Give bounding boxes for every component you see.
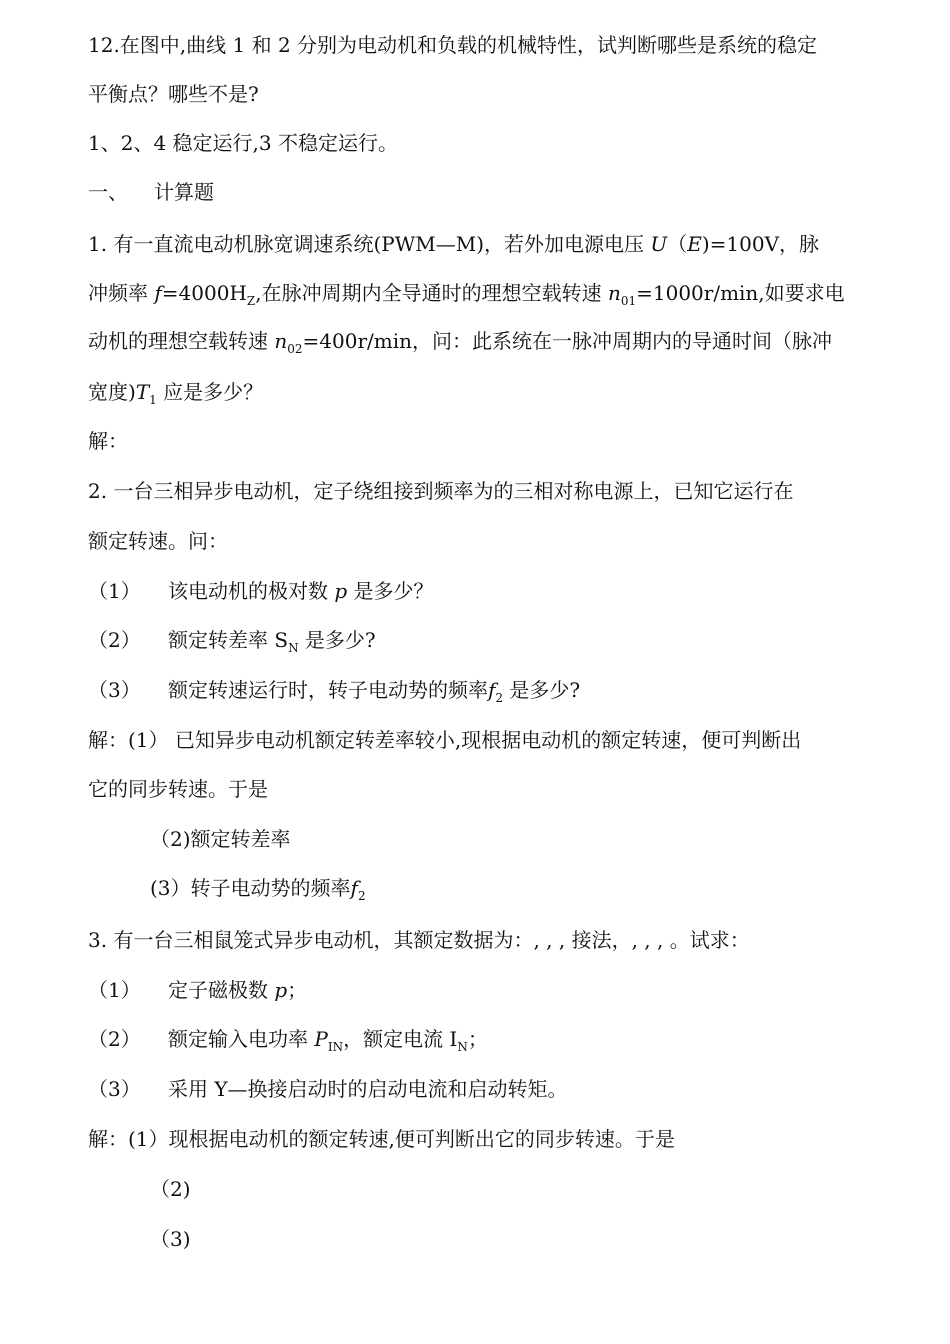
p2-solution-3 xyxy=(150,873,950,903)
p3-solution-3: （3) xyxy=(150,1227,191,1251)
symbol-n01: n xyxy=(607,281,621,305)
symbol-T1: T xyxy=(135,380,150,404)
p2-solution-1b: 它的同步转速。于是 xyxy=(88,777,268,801)
q12-line-2: 平衡点？哪些不是? xyxy=(88,82,259,106)
p1-line-2 xyxy=(88,278,888,308)
p3-item-1-text-2: ； xyxy=(287,978,308,1002)
p1-l3-text-2: =400r/min，问：此系统在一脉冲周期内的导通时间（脉冲 xyxy=(302,329,833,353)
section-title: 计算题 xyxy=(154,180,214,204)
p2-item-1-number: （1） xyxy=(88,579,141,603)
p3-item-2-p-sub: IN xyxy=(327,1040,344,1054)
symbol-p-p3: p xyxy=(274,978,288,1002)
symbol-p: p xyxy=(334,579,348,603)
p2-item-3-sub: 2 xyxy=(495,691,504,705)
p2-item-3-text-2: 是多少? xyxy=(503,678,581,702)
p2-item-2-number: （2） xyxy=(88,628,141,652)
p3-item-3-text: 采用 Y—换接启动时的启动电流和启动转矩。 xyxy=(168,1077,568,1101)
p3-item-2-text: 额定输入电功率 xyxy=(168,1027,315,1051)
p2-solution-3-sub: 2 xyxy=(357,889,366,903)
p1-l4-text: 宽度) xyxy=(88,380,136,404)
p1-l2-n-sub: 01 xyxy=(620,294,637,308)
p1-l2-text-2: ,在脉冲周期内全导通时的理想空载转速 xyxy=(255,281,608,305)
p3-item-2 xyxy=(88,1024,888,1054)
p1-l2-speed: =1000r/min,如要求电 xyxy=(636,281,845,305)
p3-item-2-number: （2） xyxy=(88,1027,141,1051)
p3-solution-1: 解：(1）现根据电动机的额定转速,便可判断出它的同步转速。于是 xyxy=(88,1127,675,1151)
p1-l2-hz-sub: Z xyxy=(246,294,256,308)
p2-item-2-text-2: 是多少? xyxy=(298,628,376,652)
p1-line-1 xyxy=(88,229,888,259)
p1-line-3 xyxy=(88,326,888,356)
section-heading xyxy=(88,177,888,207)
p3-item-2-text-2: ，额定电流 I xyxy=(343,1027,458,1051)
p1-l1-paren: （ xyxy=(667,232,688,256)
p2-item-2 xyxy=(88,625,888,655)
p1-l3-n-sub: 02 xyxy=(287,342,303,356)
p3-item-1 xyxy=(88,975,888,1005)
p2-item-2-text: 额定转差率 S xyxy=(168,628,289,652)
symbol-P-in: P xyxy=(314,1027,328,1051)
q12-answer: 1、2、4 稳定运行,3 不稳定运行。 xyxy=(88,131,398,155)
p1-l1-value: )=100V，脉 xyxy=(701,232,820,256)
p2-line-2: 额定转速。问： xyxy=(88,529,228,553)
p3-item-1-number: （1） xyxy=(88,978,141,1002)
p3-item-2-text-3: ； xyxy=(467,1027,488,1051)
p3-item-3 xyxy=(88,1074,888,1104)
p1-l2-text: 冲频率 xyxy=(88,281,155,305)
p1-l3-text: 动机的理想空载转速 xyxy=(88,329,275,353)
p2-solution-3-text: (3）转子电动势的频率 xyxy=(150,876,351,900)
symbol-f2: f xyxy=(488,678,496,702)
p2-item-1-text-2: 是多少？ xyxy=(347,579,434,603)
q12-line-1: 12.在图中,曲线 1 和 2 分别为电动机和负载的机械特性，试判断哪些是系统的稳定 xyxy=(88,33,818,57)
p1-line-4 xyxy=(88,377,888,407)
p3-line-1: 3. 有一台三相鼠笼式异步电动机，其额定数据为：, , , 接法，, , , 。试求： xyxy=(88,928,750,952)
section-number: 一、 xyxy=(88,180,128,204)
symbol-U: U xyxy=(650,232,668,256)
symbol-E: E xyxy=(687,232,702,256)
p1-l4-text-2: 应是多少？ xyxy=(156,380,264,404)
symbol-f2-solution: f xyxy=(350,876,358,900)
p2-item-3-text: 额定转速运行时，转子电动势的频率 xyxy=(168,678,488,702)
p1-l1-text: 1. 有一直流电动机脉宽调速系统(PWM—M)，若外加电源电压 xyxy=(88,232,651,256)
p2-item-1 xyxy=(88,576,888,606)
p2-item-1-text: 该电动机的极对数 xyxy=(168,579,335,603)
p2-solution-2: （2)额定转差率 xyxy=(150,827,291,851)
p2-solution-1: 解：(1） 已知异步电动机额定转差率较小,现根据电动机的额定转速，便可判断出 xyxy=(88,728,802,752)
symbol-f: f xyxy=(154,281,162,305)
p3-item-1-text: 定子磁极数 xyxy=(168,978,275,1002)
p2-item-2-sub: N xyxy=(288,641,299,655)
p3-item-2-i-sub: N xyxy=(457,1040,468,1054)
symbol-n02: n xyxy=(274,329,288,353)
p1-l2-freq: =4000H xyxy=(161,281,247,305)
p3-item-3-number: （3） xyxy=(88,1077,141,1101)
p2-item-3-number: （3） xyxy=(88,678,141,702)
p1-solution: 解： xyxy=(88,429,128,453)
p3-solution-2: （2) xyxy=(150,1177,191,1201)
p2-item-3 xyxy=(88,675,888,705)
p2-line-1: 2. 一台三相异步电动机，定子绕组接到频率为的三相对称电源上，已知它运行在 xyxy=(88,479,794,503)
p1-l4-t-sub: 1 xyxy=(149,393,157,407)
